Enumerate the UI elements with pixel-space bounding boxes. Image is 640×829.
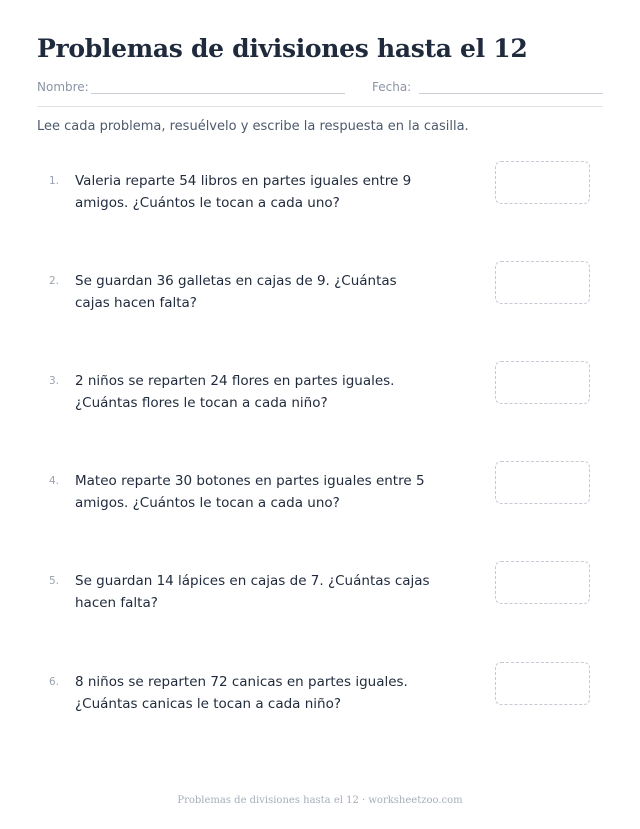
problem-item — [37, 171, 603, 221]
problem-text: 2 niños se reparten 24 flores en partes iguales. ¿Cuántas flores le tocan a cada niño? — [75, 373, 395, 411]
date-line[interactable] — [419, 93, 603, 94]
name-label: Nombre: — [37, 80, 89, 94]
page-footer: Problemas de divisiones hasta el 12 · worksheetzoo.com — [177, 795, 463, 806]
problem-text: Se guardan 36 galletas en cajas de 9. ¿Cuántas cajas hacen falta? — [75, 273, 397, 311]
problem-number: 6. — [49, 676, 60, 688]
problem-number: 5. — [49, 575, 60, 587]
answer-box[interactable] — [495, 662, 590, 705]
problem-item — [37, 371, 603, 421]
problem-number: 1. — [49, 175, 60, 187]
problem-text: Valeria reparte 54 libros en partes iguales entre 9 amigos. ¿Cuántos le tocan a cada uno? — [75, 173, 412, 211]
worksheet-title: Problemas de divisiones hasta el 12 — [37, 34, 528, 63]
problem-item — [37, 672, 603, 722]
name-line[interactable] — [91, 93, 345, 94]
problem-number: 2. — [49, 275, 60, 287]
header-divider — [37, 106, 603, 107]
student-info-row — [37, 80, 603, 96]
answer-box[interactable] — [495, 161, 590, 204]
problem-text: Se guardan 14 lápices en cajas de 7. ¿Cuántas cajas hacen falta? — [75, 573, 430, 611]
problem-text: Mateo reparte 30 botones en partes iguales entre 5 amigos. ¿Cuántos le tocan a cada uno? — [75, 473, 425, 511]
problem-number: 4. — [49, 475, 60, 487]
problem-item — [37, 471, 603, 521]
problem-number: 3. — [49, 375, 60, 387]
date-label: Fecha: — [372, 80, 412, 94]
answer-box[interactable] — [495, 461, 590, 504]
answer-box[interactable] — [495, 261, 590, 304]
answer-box[interactable] — [495, 361, 590, 404]
problem-text: 8 niños se reparten 72 canicas en partes iguales. ¿Cuántas canicas le tocan a cada niño? — [75, 674, 408, 712]
answer-box[interactable] — [495, 561, 590, 604]
instructions: Lee cada problema, resuélvelo y escribe la respuesta en la casilla. — [37, 119, 469, 134]
problem-item — [37, 571, 603, 621]
problem-item — [37, 271, 603, 321]
